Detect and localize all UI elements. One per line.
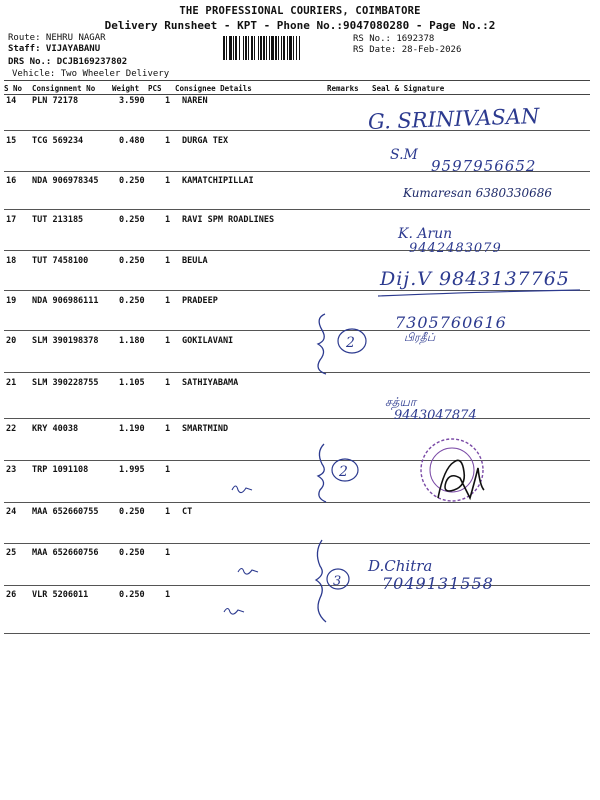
col-seal-signature: Seal & Signature [372, 84, 445, 93]
cell-weight: 3.590 [119, 96, 145, 106]
cell-pcs: 1 [165, 136, 171, 146]
cell-pcs: 1 [165, 507, 171, 517]
cell-weight: 0.250 [119, 176, 145, 186]
signature-row-21-name: சத்யா [385, 395, 417, 409]
cell-consignee: SMARTMIND [182, 424, 229, 434]
cell-weight: 1.995 [119, 465, 145, 475]
cell-consignee: DURGA TEX [182, 136, 229, 146]
signature-row-18: Dij.V 9843137765 [380, 268, 570, 290]
cell-consignee: GOKILAVANI [182, 336, 234, 346]
staff-label: Staff: VIJAYABANU [8, 44, 101, 54]
cell-consignment: NDA 906978345 [32, 176, 99, 186]
cell-sno: 16 [6, 176, 17, 186]
tick-row-25 [238, 569, 258, 575]
col-weight: Weight [112, 84, 140, 93]
cell-consignee: NAREN [182, 96, 208, 106]
cell-sno: 26 [6, 590, 17, 600]
company-name: THE PROFESSIONAL COURIERS, COIMBATORE [179, 5, 421, 17]
cell-weight: 1.105 [119, 378, 145, 388]
signature-row-22-23 [438, 460, 484, 498]
cell-sno: 23 [6, 465, 17, 475]
cell-consignment: KRY 40038 [32, 424, 79, 434]
company-seal-stamp [421, 439, 483, 501]
rs-number: RS No.: 1692378 [353, 34, 435, 44]
circled-2-b: 2 [339, 464, 348, 480]
cell-pcs: 1 [165, 548, 171, 558]
cell-sno: 14 [6, 96, 17, 106]
col-sno: S No [4, 84, 23, 93]
runsheet-title: Delivery Runsheet - KPT - Phone No.:9047080280 - Page No.:2 [104, 19, 496, 32]
cell-consignment: TCG 569234 [32, 136, 84, 146]
col-consignee: Consignee Details [175, 84, 252, 93]
signature-row-17-phone: 9442483079 [409, 241, 502, 256]
cell-pcs: 1 [165, 176, 171, 186]
cell-consignee: PRADEEP [182, 296, 218, 306]
tick-row-23 [232, 486, 252, 493]
rs-date: RS Date: 28-Feb-2026 [353, 45, 462, 55]
cell-pcs: 1 [165, 336, 171, 346]
cell-sno: 17 [6, 215, 17, 225]
cell-consignee: KAMATCHIPILLAI [182, 176, 254, 186]
signature-row-17-name: K. Arun [398, 226, 453, 242]
signature-row-15-initials: S.M [390, 147, 418, 163]
cell-sno: 19 [6, 296, 17, 306]
cell-pcs: 1 [165, 96, 171, 106]
cell-sno: 22 [6, 424, 17, 434]
signature-row-15-phone: 9597956652 [431, 157, 537, 175]
tick-row-26 [224, 609, 244, 615]
cell-consignment: TUT 213185 [32, 215, 84, 225]
cell-weight: 0.250 [119, 590, 145, 600]
cell-pcs: 1 [165, 215, 171, 225]
signature-row-19-phone: 7305760616 [395, 313, 507, 332]
col-pcs: PCS [148, 84, 162, 93]
vehicle-label: Vehicle: Two Wheeler Delivery [12, 69, 170, 79]
signature-row-14: G. SRINIVASAN [367, 104, 540, 134]
cell-weight: 0.480 [119, 136, 145, 146]
cell-sno: 20 [6, 336, 17, 346]
cell-pcs: 1 [165, 296, 171, 306]
cell-consignment: VLR 5206011 [32, 590, 89, 600]
cell-consignment: NDA 906986111 [32, 296, 99, 306]
bracket-rows-24-26 [316, 540, 326, 622]
cell-consignee: SATHIYABAMA [182, 378, 239, 388]
cell-weight: 1.190 [119, 424, 145, 434]
cell-pcs: 1 [165, 424, 171, 434]
cell-pcs: 1 [165, 256, 171, 266]
cell-weight: 0.250 [119, 296, 145, 306]
cell-pcs: 1 [165, 590, 171, 600]
cell-pcs: 1 [165, 465, 171, 475]
cell-consignment: TRP 1091108 [32, 465, 89, 475]
cell-weight: 0.250 [119, 215, 145, 225]
cell-sno: 24 [6, 507, 17, 517]
cell-weight: 0.250 [119, 548, 145, 558]
signature-row-25-name: D.Chitra [368, 557, 433, 575]
cell-sno: 18 [6, 256, 17, 266]
cell-consignee: BEULA [182, 256, 208, 266]
circled-2-a: 2 [346, 335, 355, 351]
cell-consignment: SLM 390198378 [32, 336, 99, 346]
drs-number: DRS No.: DCJB169237802 [8, 57, 128, 67]
cell-consignee: RAVI SPM ROADLINES [182, 215, 275, 225]
signature-row-19-name: பிரதீப் [404, 331, 436, 344]
cell-sno: 21 [6, 378, 17, 388]
row-18-swoosh [378, 290, 580, 296]
cell-pcs: 1 [165, 378, 171, 388]
cell-consignment: PLN 72178 [32, 96, 79, 106]
col-remarks: Remarks [327, 84, 359, 93]
bracket-rows-19-20 [318, 314, 326, 374]
signature-row-21-phone: 9443047874 [394, 408, 477, 423]
cell-weight: 0.250 [119, 256, 145, 266]
signature-row-16: Kumaresan 6380330686 [403, 186, 553, 200]
cell-sno: 15 [6, 136, 17, 146]
cell-consignee: CT [182, 507, 193, 517]
route-label: Route: NEHRU NAGAR [8, 33, 106, 43]
cell-consignment: MAA 652660755 [32, 507, 99, 517]
col-consignment: Consignment No [32, 84, 96, 93]
bracket-rows-22-23 [318, 444, 326, 502]
signature-row-25-phone: 7049131558 [382, 574, 494, 593]
cell-weight: 0.250 [119, 507, 145, 517]
circled-3: 3 [333, 574, 342, 589]
cell-sno: 25 [6, 548, 17, 558]
cell-consignment: MAA 652660756 [32, 548, 99, 558]
cell-consignment: TUT 7458100 [32, 256, 89, 266]
cell-consignment: SLM 390228755 [32, 378, 99, 388]
cell-weight: 1.180 [119, 336, 145, 346]
